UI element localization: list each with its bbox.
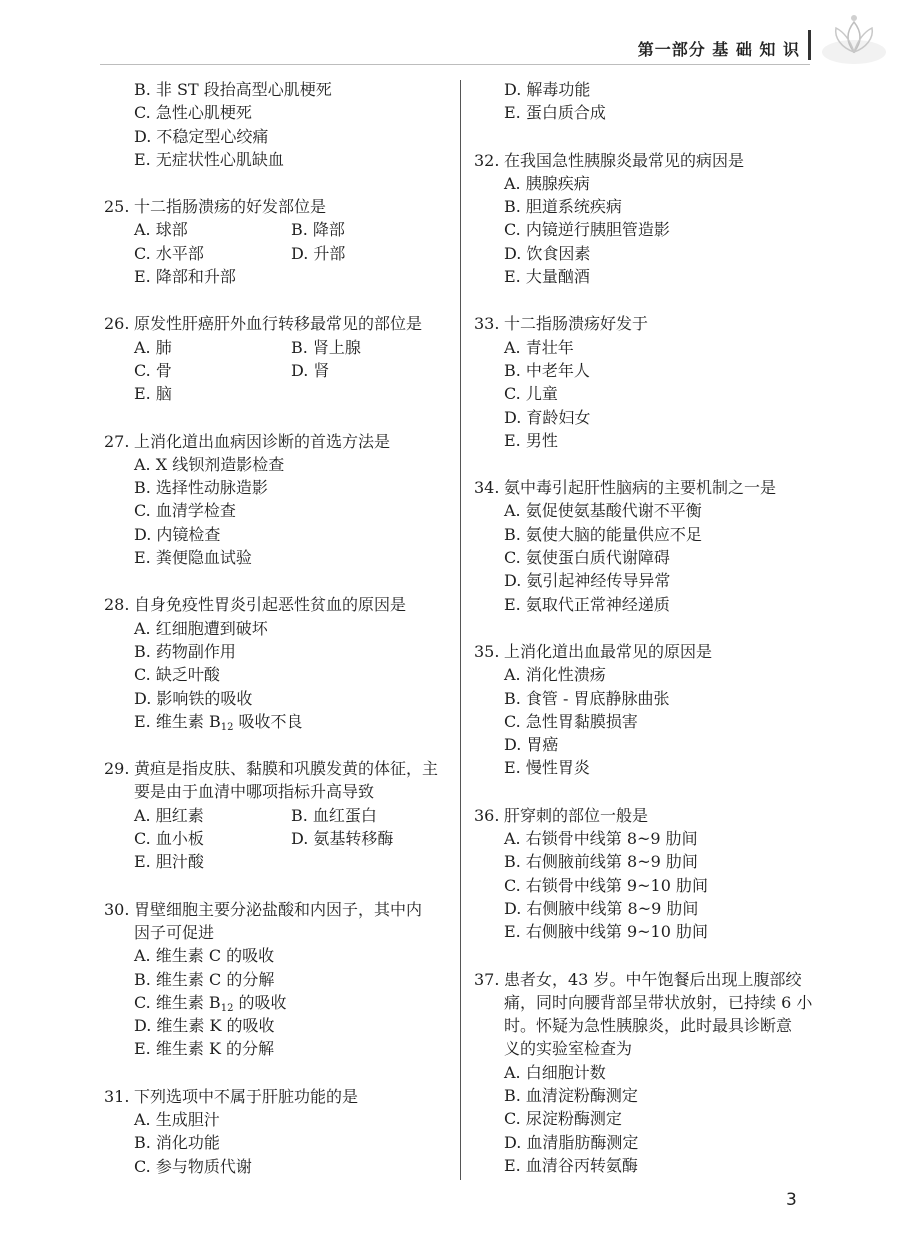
option-a[interactable]: A. 胆红素 — [134, 805, 204, 825]
option-e[interactable]: E. 胆汁酸 — [134, 852, 204, 872]
option-b[interactable]: B. 降部 — [291, 220, 345, 240]
option-c[interactable]: C. 参与物质代谢 — [134, 1156, 252, 1176]
option-text: C. 维生素 B — [134, 992, 221, 1012]
option-a[interactable]: A. 白细胞计数 — [504, 1062, 606, 1082]
question-number: 37. — [474, 969, 500, 989]
subscript: 12 — [220, 721, 234, 733]
option-e[interactable] — [134, 710, 454, 733]
question-number: 36. — [474, 805, 500, 825]
option-d[interactable]: D. 肾 — [291, 360, 330, 380]
option-d[interactable]: D. 升部 — [291, 243, 346, 263]
option-a[interactable]: A. 右锁骨中线第 8~9 肋间 — [504, 829, 698, 849]
question-28 — [104, 593, 454, 733]
option-a[interactable]: A. 肺 — [134, 337, 172, 357]
question-stem: 在我国急性胰腺炎最常见的病因是 — [504, 150, 745, 170]
option-c[interactable] — [134, 991, 454, 1014]
option-d[interactable]: D. 右侧腋中线第 8~9 肋间 — [504, 898, 699, 918]
option-b[interactable]: B. 肾上腺 — [291, 337, 361, 357]
question-37 — [474, 968, 824, 1178]
option-b[interactable]: B. 氨使大脑的能量供应不足 — [504, 524, 702, 544]
option-b[interactable]: B. 食管 - 胃底静脉曲张 — [504, 688, 670, 708]
option-c[interactable]: C. 缺乏叶酸 — [134, 665, 220, 685]
option-e[interactable]: E. 无症状性心肌缺血 — [134, 149, 284, 169]
question-29 — [104, 757, 454, 873]
question-number: 28. — [104, 595, 130, 615]
option-a[interactable]: A. 球部 — [134, 220, 188, 240]
question-number: 34. — [474, 478, 500, 498]
question-24-continued — [104, 78, 454, 171]
question-25 — [104, 195, 454, 288]
option-d[interactable]: D. 血清脂肪酶测定 — [504, 1132, 639, 1152]
question-stem: 黄疸是指皮肤、黏膜和巩膜发黄的体征，主 要是由于血清中哪项指标升高导致 — [134, 759, 439, 802]
option-c[interactable]: C. 血清学检查 — [134, 501, 236, 521]
option-a[interactable]: A. X 线钡剂造影检查 — [134, 454, 285, 474]
option-e[interactable]: E. 维生素 K 的分解 — [134, 1039, 274, 1059]
left-column — [104, 78, 454, 1202]
column-divider — [460, 80, 461, 1180]
option-a[interactable]: A. 消化性溃疡 — [504, 665, 606, 685]
option-a[interactable]: A. 维生素 C 的吸收 — [134, 946, 275, 966]
option-d[interactable]: D. 饮食因素 — [504, 243, 591, 263]
right-column — [474, 78, 824, 1201]
option-d[interactable]: D. 氨基转移酶 — [291, 829, 394, 849]
option-d[interactable]: D. 影响铁的吸收 — [134, 688, 253, 708]
question-stem: 肝穿刺的部位一般是 — [504, 805, 649, 825]
question-stem: 患者女，43 岁。中午饱餐后出现上腹部绞 痛，同时向腰背部呈带状放射，已持续 6 小 时。怀疑为急性胰腺炎，此时最具诊断意 义的实验室检查为 — [504, 969, 813, 1059]
option-c[interactable]: C. 儿童 — [504, 384, 558, 404]
option-d[interactable]: D. 育龄妇女 — [504, 407, 591, 427]
option-b[interactable]: B. 右侧腋前线第 8~9 肋间 — [504, 852, 698, 872]
option-b[interactable]: B. 血清淀粉酶测定 — [504, 1085, 638, 1105]
question-number: 29. — [104, 759, 130, 779]
option-e[interactable]: E. 脑 — [134, 384, 172, 404]
option-c[interactable]: C. 内镜逆行胰胆管造影 — [504, 220, 670, 240]
section-title: 第一部分 基 础 知 识 — [637, 40, 800, 59]
option-d[interactable]: D. 氨引起神经传导异常 — [504, 571, 671, 591]
option-b[interactable]: B. 消化功能 — [134, 1133, 220, 1153]
option-c[interactable]: C. 血小板 — [134, 829, 204, 849]
option-e[interactable]: E. 慢性胃炎 — [504, 758, 590, 778]
option-c[interactable]: C. 尿淀粉酶测定 — [504, 1109, 622, 1129]
question-36 — [474, 804, 824, 944]
option-text: 的吸收 — [233, 992, 287, 1012]
option-c[interactable]: C. 水平部 — [134, 243, 204, 263]
page-number: 3 — [786, 1190, 797, 1210]
option-text: 吸收不良 — [233, 711, 303, 731]
question-31-continued — [474, 78, 824, 125]
option-c[interactable]: C. 氨使蛋白质代谢障碍 — [504, 548, 670, 568]
option-e[interactable]: E. 氨取代正常神经递质 — [504, 594, 670, 614]
option-d[interactable]: D. 不稳定型心绞痛 — [134, 126, 269, 146]
option-a[interactable]: A. 红细胞遭到破坏 — [134, 618, 268, 638]
question-stem: 原发性肝癌肝外血行转移最常见的部位是 — [134, 314, 423, 334]
option-c[interactable]: C. 急性胃黏膜损害 — [504, 711, 638, 731]
question-26 — [104, 312, 454, 405]
question-32 — [474, 149, 824, 289]
option-e[interactable]: E. 右侧腋中线第 9~10 肋间 — [504, 922, 708, 942]
question-33 — [474, 312, 824, 452]
option-e[interactable]: E. 粪便隐血试验 — [134, 548, 252, 568]
option-a[interactable]: A. 生成胆汁 — [134, 1109, 220, 1129]
question-31 — [104, 1085, 454, 1178]
subscript: 12 — [220, 1002, 234, 1014]
question-stem: 下列选项中不属于肝脏功能的是 — [134, 1086, 359, 1106]
header-bar — [808, 30, 811, 60]
option-b[interactable]: B. 药物副作用 — [134, 641, 236, 661]
header-rule — [100, 64, 810, 65]
question-stem: 氨中毒引起肝性脑病的主要机制之一是 — [504, 478, 777, 498]
question-stem: 上消化道出血病因诊断的首选方法是 — [134, 431, 391, 451]
question-number: 32. — [474, 150, 500, 170]
option-b[interactable]: B. 胆道系统疾病 — [504, 197, 622, 217]
question-stem: 十二指肠溃疡好发于 — [504, 314, 649, 334]
question-number: 25. — [104, 197, 130, 217]
option-e[interactable]: E. 大量酗酒 — [504, 267, 590, 287]
option-d[interactable]: D. 维生素 K 的吸收 — [134, 1016, 275, 1036]
lotus-logo-icon — [818, 8, 890, 68]
question-number: 30. — [104, 899, 130, 919]
question-stem: 上消化道出血最常见的原因是 — [504, 641, 713, 661]
option-a[interactable]: A. 氨促使氨基酸代谢不平衡 — [504, 501, 702, 521]
question-number: 31. — [104, 1086, 130, 1106]
option-c[interactable]: C. 右锁骨中线第 9~10 肋间 — [504, 875, 708, 895]
question-34 — [474, 476, 824, 616]
option-b[interactable]: B. 维生素 C 的分解 — [134, 969, 275, 989]
page-header — [0, 0, 900, 80]
option-d[interactable]: D. 内镜检查 — [134, 524, 221, 544]
question-stem: 十二指肠溃疡的好发部位是 — [134, 197, 327, 217]
question-number: 35. — [474, 641, 500, 661]
option-b[interactable]: B. 选择性动脉造影 — [134, 478, 268, 498]
question-35 — [474, 640, 824, 780]
option-b[interactable]: B. 非 ST 段抬高型心肌梗死 — [134, 80, 332, 99]
option-a[interactable]: A. 胰腺疾病 — [504, 173, 590, 193]
question-stem: 胃壁细胞主要分泌盐酸和内因子，其中内 因子可促进 — [134, 899, 423, 942]
option-e[interactable]: E. 血清谷丙转氨酶 — [504, 1155, 638, 1175]
question-number: 26. — [104, 314, 130, 334]
option-c[interactable]: C. 骨 — [134, 360, 172, 380]
option-e[interactable]: E. 蛋白质合成 — [504, 103, 606, 123]
question-stem: 自身免疫性胃炎引起恶性贫血的原因是 — [134, 595, 407, 615]
option-b[interactable]: B. 血红蛋白 — [291, 805, 377, 825]
question-number: 33. — [474, 314, 500, 334]
option-d[interactable]: D. 胃癌 — [504, 735, 559, 755]
option-a[interactable]: A. 青壮年 — [504, 337, 574, 357]
option-e[interactable]: E. 降部和升部 — [134, 267, 236, 287]
option-c[interactable]: C. 急性心肌梗死 — [134, 103, 252, 123]
question-number: 27. — [104, 431, 130, 451]
option-b[interactable]: B. 中老年人 — [504, 360, 590, 380]
question-27 — [104, 430, 454, 570]
question-30 — [104, 898, 454, 1061]
option-text: E. 维生素 B — [134, 711, 221, 731]
option-e[interactable]: E. 男性 — [504, 430, 558, 450]
option-d[interactable]: D. 解毒功能 — [504, 80, 591, 99]
